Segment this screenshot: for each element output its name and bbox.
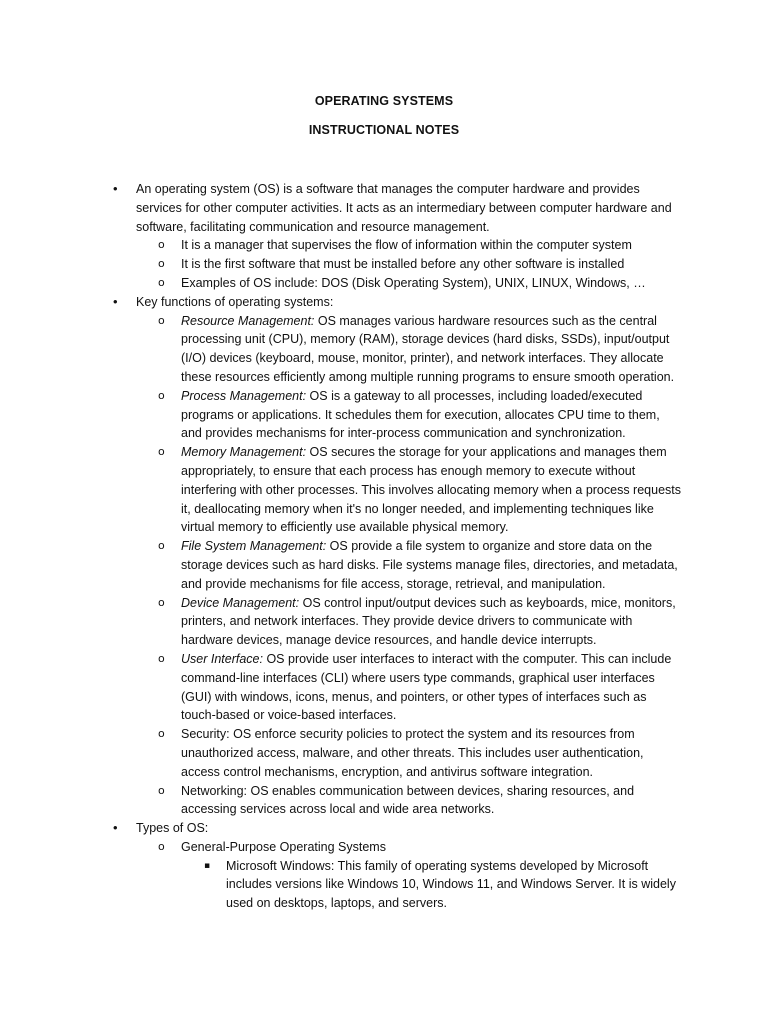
category-label: General-Purpose Operating Systems xyxy=(181,839,386,854)
function-description: OS secures the storage for your applications and manages them appropriately, to ensure that each process has enough memory to execute without interfering with other processes. This involves allocating memory when a process requests it, deallocating memory when it's no longer needed, and implementing techniques like virtual memory to efficiently use available physical memory. xyxy=(181,445,681,535)
category-sublist xyxy=(136,857,683,913)
os-example-text: Microsoft Windows: This family of operating systems developed by Microsoft includes versions like Windows 10, Windows 11, and Windows Server. It is widely used on desktops, laptops, and servers. xyxy=(226,858,676,911)
list-item-security xyxy=(136,725,683,781)
circle-bullet-marker: o xyxy=(158,388,165,402)
definition-point-text: It is the first software that must be installed before any other software is installed xyxy=(181,257,625,272)
circle-bullet-marker: o xyxy=(158,539,165,553)
key-functions-heading: Key functions of operating systems: xyxy=(136,294,334,309)
function-term: Device Management: xyxy=(181,595,300,610)
types-heading: Types of OS: xyxy=(136,821,209,836)
function-description: OS provide a file system to organize and store data on the storage devices such as hard disks. File systems manage files, directories, and metadata, and provide mechanisms for file access, storage, retrieval, and manipulation. xyxy=(181,539,678,591)
circle-bullet-marker: o xyxy=(158,257,165,271)
bullet-marker: • xyxy=(113,181,118,196)
function-term: User Interface: xyxy=(181,651,263,666)
function-term: Memory Management: xyxy=(181,445,307,460)
document-subtitle: INSTRUCTIONAL NOTES xyxy=(308,123,460,137)
list-item-types-of-os xyxy=(113,819,683,913)
circle-bullet-marker: o xyxy=(158,839,165,853)
list-item-microsoft-windows xyxy=(136,857,683,913)
list-item-general-purpose xyxy=(136,838,683,913)
bullet-marker: • xyxy=(113,293,118,309)
function-term: Resource Management: xyxy=(181,313,315,328)
circle-bullet-marker: o xyxy=(158,727,165,741)
list-item-process-management xyxy=(136,387,683,443)
list-item-key-functions xyxy=(113,293,683,819)
definition-sublist xyxy=(136,236,683,292)
list-item xyxy=(136,274,683,293)
list-item-networking xyxy=(136,782,683,820)
circle-bullet-marker: o xyxy=(158,783,165,797)
function-description: OS is a gateway to all processes, including loaded/executed programs or applications. It schedules them for execution, allocates CPU time to them, and provides mechanisms for inter-process communication and synchronization. xyxy=(181,388,660,441)
circle-bullet-marker: o xyxy=(158,313,165,327)
bullet-marker: • xyxy=(113,820,118,836)
function-description: OS provide user interfaces to interact with the computer. This can include command-line interfaces (CLI) where users type commands, graphical user interfaces (GUI) with windows, icons, menus, and pointers, or other types of interfaces such as touch-based or voice-based interfaces. xyxy=(181,651,672,723)
function-description: OS control input/output devices such as keyboards, mice, monitors, printers, and network interfaces. They provide device drivers to communicate with hardware devices, manage device resources, and handle device interrupts. xyxy=(181,595,676,648)
list-item-memory-management xyxy=(136,443,683,537)
list-item-file-system-management xyxy=(136,537,683,593)
function-description: OS manages various hardware resources such as the central processing unit (CPU), memory (RAM), storage devices (hard disks, SSDs), input/output (I/O) devices (keyboard, mouse, monitor, printer), and network interfaces. They allocate these resources efficiently among multiple running programs to ensure smooth operation. xyxy=(181,313,675,384)
category-row xyxy=(136,838,683,857)
main-bullet-list xyxy=(113,180,683,913)
notes-body xyxy=(113,180,683,913)
types-sublist xyxy=(136,838,683,913)
circle-bullet-marker: o xyxy=(158,445,165,459)
circle-bullet-marker: o xyxy=(158,238,165,252)
definition-point-text: Examples of OS include: DOS (Disk Operating System), UNIX, LINUX, Windows, … xyxy=(181,275,646,290)
list-item-resource-management xyxy=(136,312,683,387)
list-item-os-definition xyxy=(113,180,683,293)
square-bullet-marker: ▪ xyxy=(204,860,211,871)
functions-sublist xyxy=(136,312,683,820)
circle-bullet-marker: o xyxy=(158,651,165,665)
document-title: OPERATING SYSTEMS xyxy=(314,94,454,108)
definition-point-text: It is a manager that supervises the flow of information within the computer system xyxy=(181,238,632,253)
function-term: Process Management: xyxy=(181,388,307,403)
list-item xyxy=(136,236,683,255)
list-item-user-interface xyxy=(136,650,683,725)
list-item-device-management xyxy=(136,594,683,650)
function-description: Networking: OS enables communication between devices, sharing resources, and accessing services across local and wide area networks. xyxy=(181,783,635,817)
circle-bullet-marker: o xyxy=(158,595,165,609)
os-definition-text: An operating system (OS) is a software that manages the computer hardware and provides services for other computer activities. It acts as an intermediary between computer hardware and software, facilitating communication and resource management. xyxy=(136,182,672,234)
function-term: File System Management: xyxy=(181,539,327,554)
function-description: Security: OS enforce security policies to protect the system and its resources from unauthorized access, malware, and other threats. This includes user authentication, access control mechanisms, encryption, and antivirus software integration. xyxy=(181,727,644,779)
circle-bullet-marker: o xyxy=(158,275,165,289)
list-item xyxy=(136,255,683,274)
